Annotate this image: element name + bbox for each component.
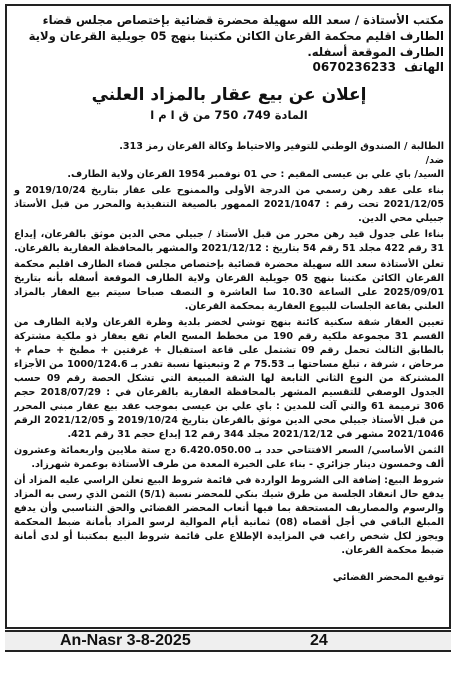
body-paragraph: تعلن الأستاذة سعد الله سهيلة محضرة قضائية بإختصاص مجلس قضاء الطارف اقليم محكمة القرعان الكائن مكتبنا بنهج 05 جويلية القرعان ولاية الطارف الموقعة أسفله بأنه بتاريخ 2025/09/01 على الساعة 10.30 سا العاشرة و النصف صباحا سيتم بيع العقار بالمزاد العلني بقاعة الجلسات للبيوع العقارية بمحكمة القرعان. (14, 259, 444, 312)
body-paragraph: بناءا على جدول قيد رهن محرر من قبل الأستاذ / جبيلي محي الدين موثق بالقرعان، إيداع 31 رقم 422 مجلد 51 رقم 54 بتاريخ : 2021/12/12 والمشهر بالمحافظة العقارية بالقرعان. (14, 229, 444, 254)
body-paragraph: الثمن الأساسي/ السعر الافتتاحي حدد بـ 6.420.050.00 دج ستة ملايين واربعمائة وعشرون ألف وخمسون دينار جزائري - بناء على الخبرة المعدة من طرف الأستاذة بوعمرة شهرزاد. (14, 445, 444, 470)
notice-body (14, 140, 444, 558)
body-paragraph: شروط البيع: إضافة الى الشروط الواردة في قائمة شروط البيع تعلن الراسي عليه المزاد أن يدفع حال انعقاد الجلسة من طرق شيك بنكي للمحضر نسبة (5/1) الثمن الذي رسى به المزاد والرسوم والمصاريف المستحقة بما فيها أتعاب المحضر القضائي والحق التناسبي وأن يدفع المبلغ الباقي في أجل أقصاه (08) ثمانية أيام الموالية لرسو المزاد بأمانة ضبط المحكمة ويجوز لكل شخص راغب في المزايدة الإطلاع على قائمة شروط البيع بمكتبنا أو لدى أمانة ضبط محكمة القرعان. (14, 475, 444, 556)
phone-line (14, 60, 444, 75)
body-paragraph: بناء على عقد رهن رسمي من الدرجة الأولى والممنوح على عقار بتاريخ 2019/10/24 و 2021/12/05 تحت رقم : 2021/1047 الممهور بالصيغة التنفيذية والمحرر من قبل الأستاذ جبيلي محي الدين. (14, 185, 444, 224)
bailiff-signature-label: توقيع المحضر القضائي (332, 572, 444, 583)
notice-title: إعلان عن بيع عقار بالمزاد العلني (91, 85, 367, 105)
scan-margin (0, 655, 458, 700)
phone-number: 0670236233 (312, 60, 396, 74)
body-paragraph: ضد/ (425, 155, 444, 166)
body-paragraph: الطالبة / الصندوق الوطني للتوفير والاحتياط وكالة القرعان رمز 313. (119, 141, 444, 152)
office-header: مكتب الأستاذة / سعد الله سهيلة محضرة قضائية بإختصاص مجلس قضاء الطارف اقليم محكمة القرعان الكائن مكتبنا بنهج 05 جويلية القرعان ولاية الطارف الموقعة أسفله. (28, 13, 444, 59)
footer-page-number: 24 (310, 632, 328, 649)
legal-notice (14, 12, 444, 583)
body-paragraph: السيد/ باي علي بن عيسى المقيم : حي 01 نوفمبر 1954 القرعان ولاية الطارف. (67, 169, 444, 180)
case-reference: المادة 749، 750 من ق ا م ا (150, 108, 308, 122)
footer-paper-date: An-Nasr 3-8-2025 (60, 632, 191, 649)
body-paragraph: تعيين العقار شقة سكنية كائنة بنهج توشي لخضر بلدية وظرة القرعان ولاية الطارف من القسم 31 مجموعة ملكية رقم 190 من مخطط المسح العام تقع بعقار ذو ملكية مشتركة بالطابق الثالث تحمل رقم 09 تشتمل على قاعة استقبال + غرفتين + مطبخ + حمام + مرحاض ، شرفة ، تبلغ مساحتها بـ 75.53 م 2 وتبعيتها نسبة تقدر بـ 1000/124.6 من الأجزاء المشتركة من النوع الثاني التابعة لها الشقة المبيعة التي تشكل الحصة رقم 09 حسب الجدول الوصفي للتقسيم المشهر بالمحافظة العقارية بالقرعان في : 2018/07/29 حجم 306 ترميمة 61 والتي آلت للمدين : باي علي بن عيسى بموجب عقد بيع عقار مبني المحرر من قبل الأستاذ جبيلي محي الدين موثق بالقرعان بتاريخ 2019/10/24 و 2021/12/05 الرقم 2021/1046 مشهر في 2021/12/12 مجلد 344 رقم 12 إيداع حجم 31 رقم 421. (14, 317, 445, 440)
phone-label: الهاتف (404, 60, 444, 74)
